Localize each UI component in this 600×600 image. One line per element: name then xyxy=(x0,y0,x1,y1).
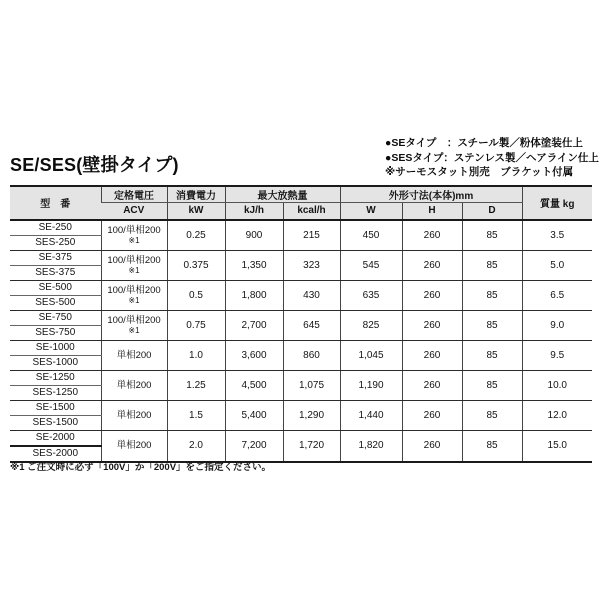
height-cell: 260 xyxy=(402,280,462,310)
header-voltage-unit: ACV xyxy=(101,203,167,220)
width-cell: 825 xyxy=(340,310,402,340)
power-cell: 0.375 xyxy=(167,250,225,280)
width-cell: 545 xyxy=(340,250,402,280)
model-cell: SES-2000 xyxy=(10,446,101,462)
voltage-cell: 100/単相200 ※1 xyxy=(101,250,167,280)
voltage-cell: 単相200 xyxy=(101,430,167,462)
heat-kj-cell: 5,400 xyxy=(225,400,283,430)
width-cell: 635 xyxy=(340,280,402,310)
header-rated-voltage: 定格電圧 xyxy=(101,186,167,203)
power-cell: 1.25 xyxy=(167,370,225,400)
depth-cell: 85 xyxy=(462,280,522,310)
spec-row xyxy=(10,280,592,295)
width-cell: 1,440 xyxy=(340,400,402,430)
header-dimensions: 外形寸法(本体)mm xyxy=(340,186,522,203)
model-cell: SE-250 xyxy=(10,220,101,236)
power-cell: 1.0 xyxy=(167,340,225,370)
depth-cell: 85 xyxy=(462,400,522,430)
width-cell: 450 xyxy=(340,220,402,251)
spec-table xyxy=(10,185,592,463)
depth-cell: 85 xyxy=(462,430,522,462)
spec-row xyxy=(10,430,592,446)
voltage-footnote-ref: ※1 xyxy=(128,266,140,275)
model-cell: SES-1250 xyxy=(10,385,101,400)
width-cell: 1,045 xyxy=(340,340,402,370)
voltage-cell: 単相200 xyxy=(101,370,167,400)
height-cell: 260 xyxy=(402,370,462,400)
heat-kcal-cell: 323 xyxy=(283,250,340,280)
heat-kcal-cell: 215 xyxy=(283,220,340,251)
voltage-cell: 100/単相200 ※1 xyxy=(101,310,167,340)
model-cell: SES-500 xyxy=(10,295,101,310)
voltage-cell: 100/単相200 ※1 xyxy=(101,220,167,251)
weight-cell: 12.0 xyxy=(522,400,592,430)
heat-kj-cell: 3,600 xyxy=(225,340,283,370)
model-cell: SES-250 xyxy=(10,235,101,250)
heat-kj-cell: 7,200 xyxy=(225,430,283,462)
weight-cell: 5.0 xyxy=(522,250,592,280)
spec-row xyxy=(10,220,592,236)
heat-kj-cell: 2,700 xyxy=(225,310,283,340)
depth-cell: 85 xyxy=(462,370,522,400)
spec-row xyxy=(10,340,592,355)
model-cell: SE-375 xyxy=(10,250,101,265)
model-cell: SE-750 xyxy=(10,310,101,325)
spec-row xyxy=(10,370,592,385)
spec-row xyxy=(10,400,592,415)
model-cell: SE-2000 xyxy=(10,430,101,446)
power-cell: 0.25 xyxy=(167,220,225,251)
voltage-cell: 単相200 xyxy=(101,340,167,370)
type-notes xyxy=(385,136,599,180)
voltage-cell: 100/単相200 ※1 xyxy=(101,280,167,310)
heat-kcal-cell: 645 xyxy=(283,310,340,340)
header-power-unit: kW xyxy=(167,203,225,220)
heat-kcal-cell: 860 xyxy=(283,340,340,370)
spec-table-body xyxy=(10,220,592,462)
width-cell: 1,190 xyxy=(340,370,402,400)
voltage-footnote-ref: ※1 xyxy=(128,326,140,335)
power-cell: 0.5 xyxy=(167,280,225,310)
note-thermostat: ※サーモスタット別売 ブラケット付属 xyxy=(385,166,574,178)
note-se-type: ●SEタイプ ：スチール製／粉体塗装仕上 xyxy=(385,137,583,149)
spec-row xyxy=(10,250,592,265)
heat-kcal-cell: 1,720 xyxy=(283,430,340,462)
height-cell: 260 xyxy=(402,220,462,251)
model-cell: SE-500 xyxy=(10,280,101,295)
heat-kj-cell: 1,350 xyxy=(225,250,283,280)
note-ses-type: ●SESタイプ：ステンレス製／ヘアライン仕上 xyxy=(385,151,599,164)
heat-kj-cell: 900 xyxy=(225,220,283,251)
height-cell: 260 xyxy=(402,400,462,430)
header-model: 型 番 xyxy=(10,186,101,220)
voltage-cell: 単相200 xyxy=(101,400,167,430)
depth-cell: 85 xyxy=(462,340,522,370)
header-max-heat-output: 最大放熱量 xyxy=(225,186,340,203)
heat-kcal-cell: 1,290 xyxy=(283,400,340,430)
weight-cell: 10.0 xyxy=(522,370,592,400)
spec-row xyxy=(10,310,592,325)
header-dim-h: H xyxy=(402,203,462,220)
header-kj-unit: kJ/h xyxy=(225,203,283,220)
weight-cell: 15.0 xyxy=(522,430,592,462)
width-cell: 1,820 xyxy=(340,430,402,462)
header-power-consumption: 消費電力 xyxy=(167,186,225,203)
heat-kj-cell: 4,500 xyxy=(225,370,283,400)
model-cell: SES-1500 xyxy=(10,415,101,430)
footnote: ※1 ご注文時に必ず「100V」か「200V」をご指定ください。 xyxy=(10,462,272,473)
weight-cell: 9.0 xyxy=(522,310,592,340)
page-title: SE/SES(壁掛タイプ) xyxy=(10,155,179,175)
model-cell: SES-1000 xyxy=(10,355,101,370)
model-cell: SE-1250 xyxy=(10,370,101,385)
depth-cell: 85 xyxy=(462,250,522,280)
model-cell: SES-750 xyxy=(10,325,101,340)
weight-cell: 6.5 xyxy=(522,280,592,310)
heat-kcal-cell: 430 xyxy=(283,280,340,310)
model-cell: SE-1500 xyxy=(10,400,101,415)
power-cell: 0.75 xyxy=(167,310,225,340)
voltage-footnote-ref: ※1 xyxy=(128,296,140,305)
power-cell: 1.5 xyxy=(167,400,225,430)
depth-cell: 85 xyxy=(462,310,522,340)
height-cell: 260 xyxy=(402,430,462,462)
height-cell: 260 xyxy=(402,250,462,280)
height-cell: 260 xyxy=(402,340,462,370)
header-dim-d: D xyxy=(462,203,522,220)
header-dim-w: W xyxy=(340,203,402,220)
header-weight: 質量 kg xyxy=(522,186,592,220)
model-cell: SES-375 xyxy=(10,265,101,280)
height-cell: 260 xyxy=(402,310,462,340)
header-kcal-unit: kcal/h xyxy=(283,203,340,220)
model-cell: SE-1000 xyxy=(10,340,101,355)
heat-kcal-cell: 1,075 xyxy=(283,370,340,400)
weight-cell: 3.5 xyxy=(522,220,592,251)
weight-cell: 9.5 xyxy=(522,340,592,370)
depth-cell: 85 xyxy=(462,220,522,251)
voltage-footnote-ref: ※1 xyxy=(128,236,140,245)
spec-table-header xyxy=(10,186,592,220)
power-cell: 2.0 xyxy=(167,430,225,462)
heat-kj-cell: 1,800 xyxy=(225,280,283,310)
